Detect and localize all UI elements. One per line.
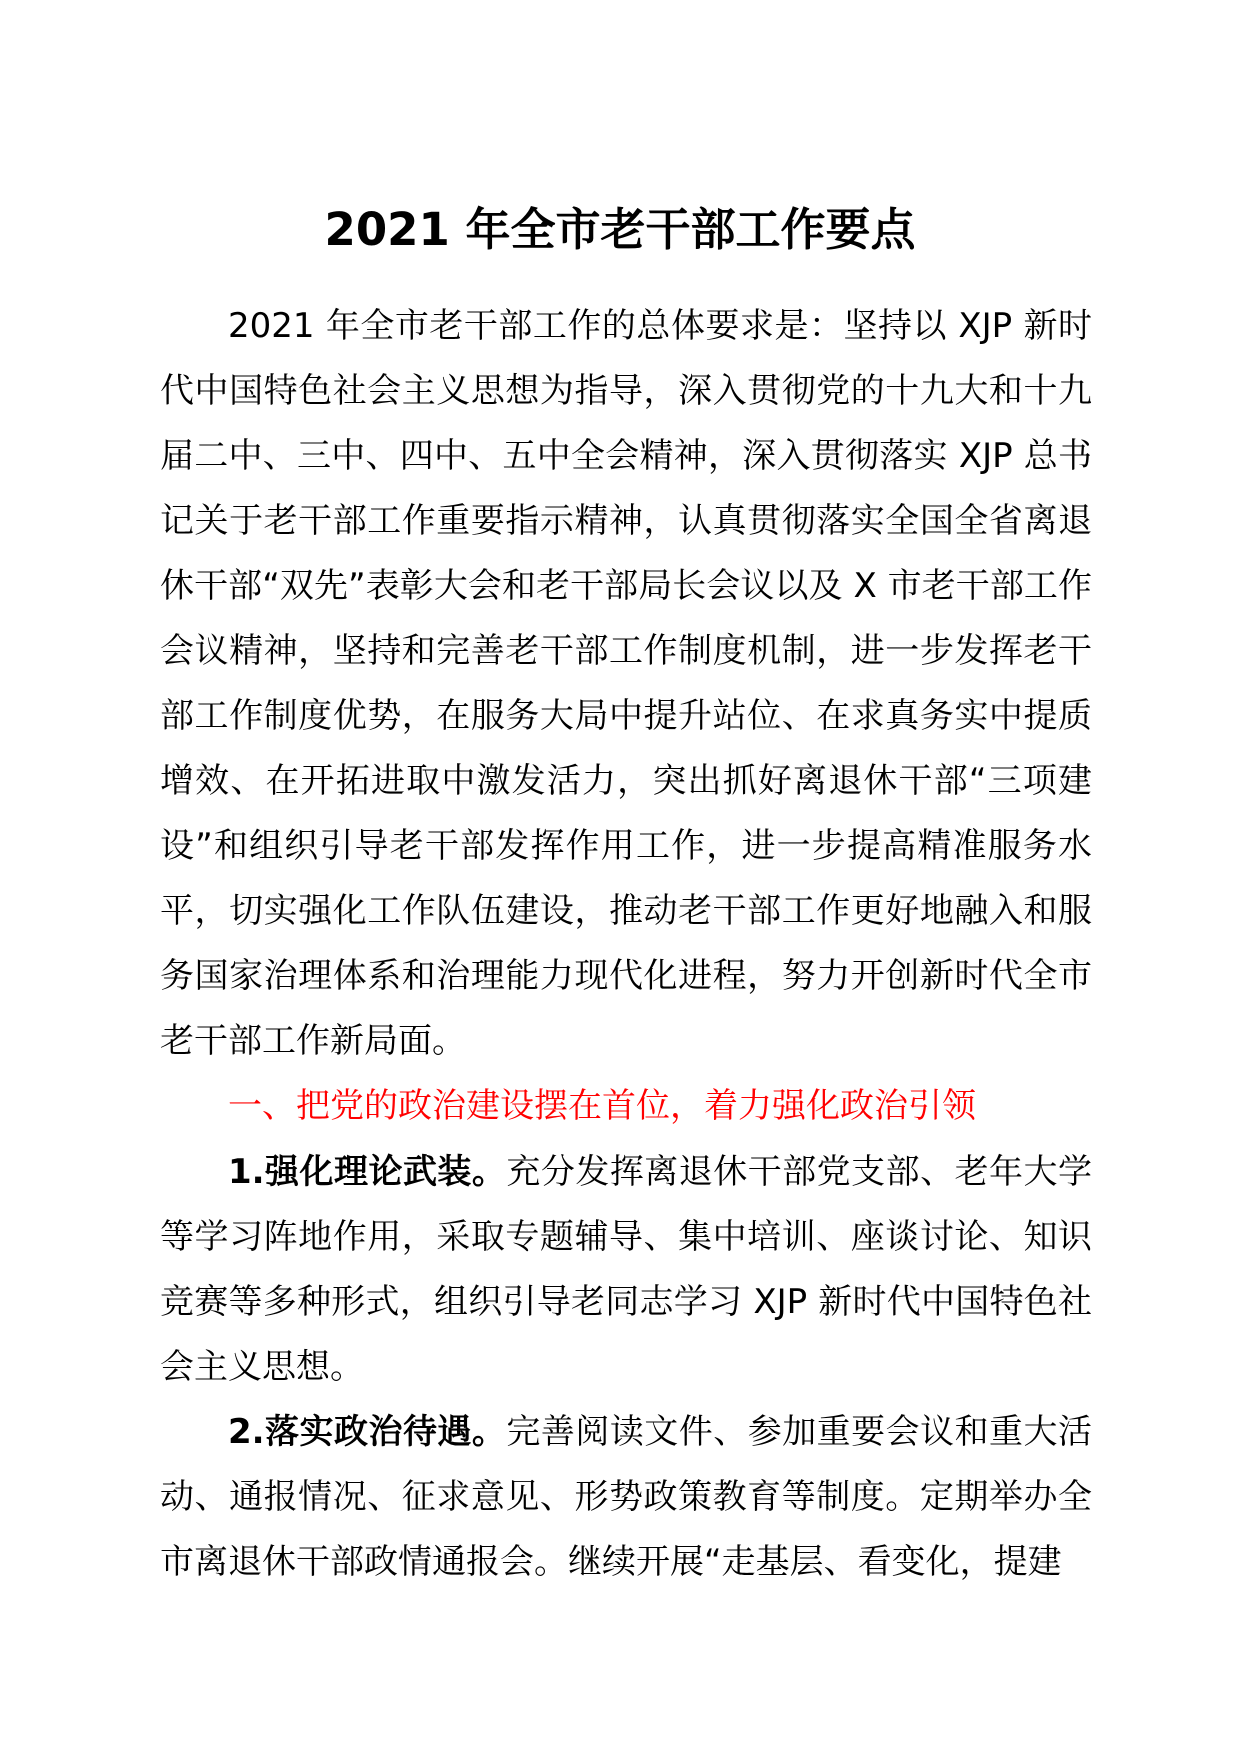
item-1-text: 充分发挥离退休干部党支部、老年大学等学习阵地作用，采取专题辅导、集中培训、座谈讨论、知识竞赛等多种形式，组织引导老同志学习 XJP 新时代中国特色社会主义思想。	[160, 1152, 1093, 1387]
item-2-text: 完善阅读文件、参加重要会议和重大活动、通报情况、征求意见、形势政策教育等制度。定期举办全市离退休干部政情通报会。继续开展“走基层、看变化，提建	[160, 1412, 1093, 1582]
item-2-lead: 2.落实政治待遇。	[228, 1412, 507, 1452]
intro-paragraph: 2021 年全市老干部工作的总体要求是：坚持以 XJP 新时代中国特色社会主义思想为指导，深入贯彻党的十九大和十九届二中、三中、四中、五中全会精神，深入贯彻落实 XJP 总书记关于老干部工作重要指示精神，认真贯彻落实全国全省离退休干部“双先”表彰大会和老干部局长会议以及 X 市老干部工作会议精神，坚持和完善老干部工作制度机制，进一步发挥老干部工作制度优势，在服务大局中提升站位、在求真务实中提质增效、在开拓进取中激发活力，突出抓好离退休干部“三项建设”和组织引导老干部发挥作用工作，进一步提高精准服务水平，切实强化工作队伍建设，推动老干部工作更好地融入和服务国家治理体系和治理能力现代化进程，努力开创新时代全市老干部工作新局面。	[160, 306, 1092, 1061]
item-2-paragraph	[160, 1400, 1092, 1595]
document-title: 2021 年全市老干部工作要点	[324, 203, 916, 256]
item-1-paragraph	[160, 1140, 1092, 1400]
section-heading: 一、把党的政治建设摆在首位，着力强化政治引领	[228, 1086, 976, 1126]
item-1-lead: 1.强化理论武装。	[228, 1152, 507, 1192]
